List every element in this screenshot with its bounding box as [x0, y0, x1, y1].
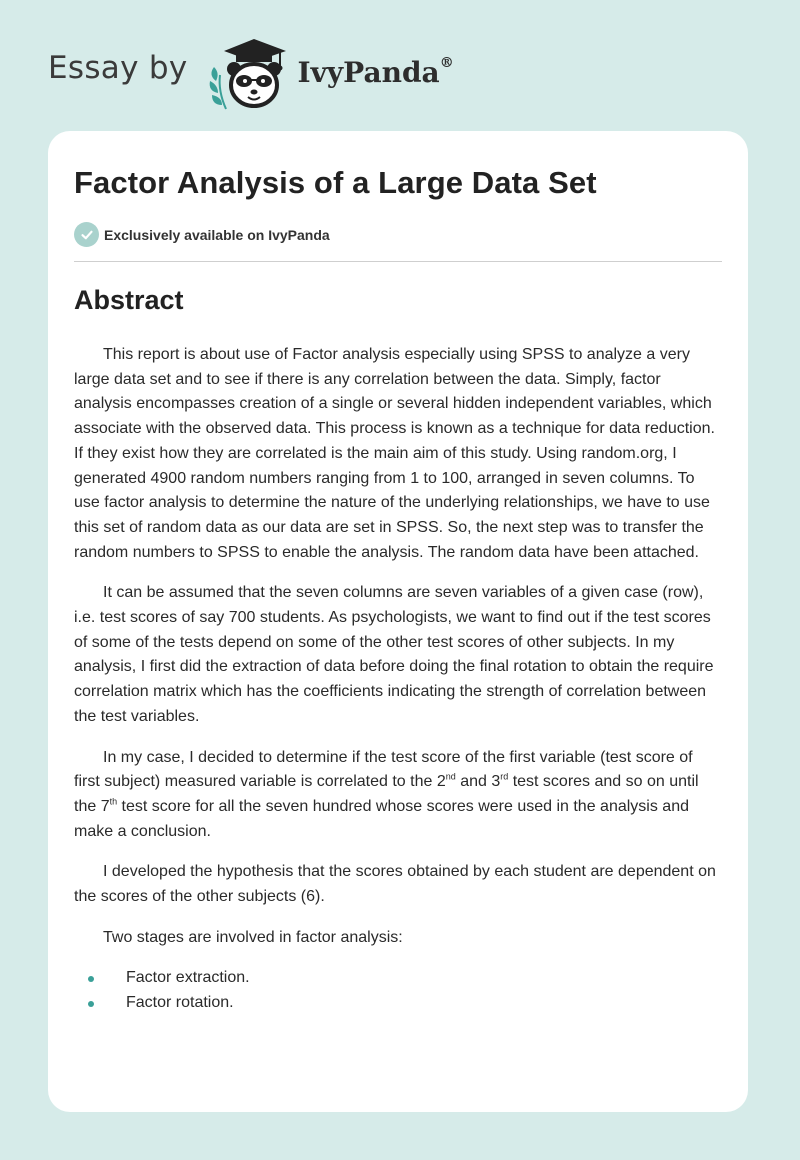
paragraph-4: I developed the hypothesis that the scores obtained by each student are dependent on the scores of the other subjects (6). [74, 863, 716, 906]
list-item: Factor extraction. [74, 966, 720, 991]
article-body [74, 343, 720, 1015]
site-header [48, 34, 454, 114]
list-item: Factor rotation. [74, 991, 720, 1016]
essay-card [48, 131, 748, 1112]
exclusive-badge [74, 222, 330, 247]
brand-name[interactable]: IvyPanda® [297, 55, 454, 89]
bullet-icon [88, 1001, 94, 1007]
panda-graduate-icon [204, 35, 296, 113]
divider [74, 261, 722, 262]
essay-by-label: Essay by [48, 50, 188, 86]
paragraph-2: It can be assumed that the seven columns are seven variables of a given case (row), i.e. test scores of say 700 students. As psychologists, we want to find out if the test scores of some of the tests depend on some of the other test scores of other subjects. In my analysis, I first did the extraction of data before doing the final rotation to obtain the require correlation matrix which has the coefficients indicating the strength of correlation between the test variables. [74, 584, 714, 725]
section-heading-abstract: Abstract [74, 285, 184, 315]
registered-mark: ® [439, 55, 454, 72]
paragraph-5: Two stages are involved in factor analysis: [103, 928, 403, 946]
check-icon [74, 222, 99, 247]
bullet-list [74, 966, 720, 1015]
paragraph-3: In my case, I decided to determine if the test score of the first variable (test score of first subject) measured variable is correlated to the 2nd and 3rd test scores and so on until the 7th test score for all the seven hundred whose scores were used in the analysis and make a conclusion. [74, 748, 699, 840]
ivypanda-logo[interactable] [204, 35, 296, 113]
page-title: Factor Analysis of a Large Data Set [74, 165, 597, 200]
exclusive-badge-label: Exclusively available on IvyPanda [104, 226, 330, 243]
bullet-icon [88, 976, 94, 982]
paragraph-1: This report is about use of Factor analysis especially using SPSS to analyze a very large data set and to see if there is any correlation between the data. Simply, factor analysis encompasses creation of a single or several hidden independent variables, which associate with the observed data. This process is known as a technique for data reduction. If they exist how they are correlated is the main aim of this study. Using random.org, I generated 4900 random numbers ranging from 1 to 100, arranged in seven columns. To use factor analysis to determine the nature of the underlying relationships, we have to use this set of random data as our data are set in SPSS. So, the next step was to transfer the random numbers to SPSS to enable the analysis. The random data have been attached. [74, 346, 715, 561]
